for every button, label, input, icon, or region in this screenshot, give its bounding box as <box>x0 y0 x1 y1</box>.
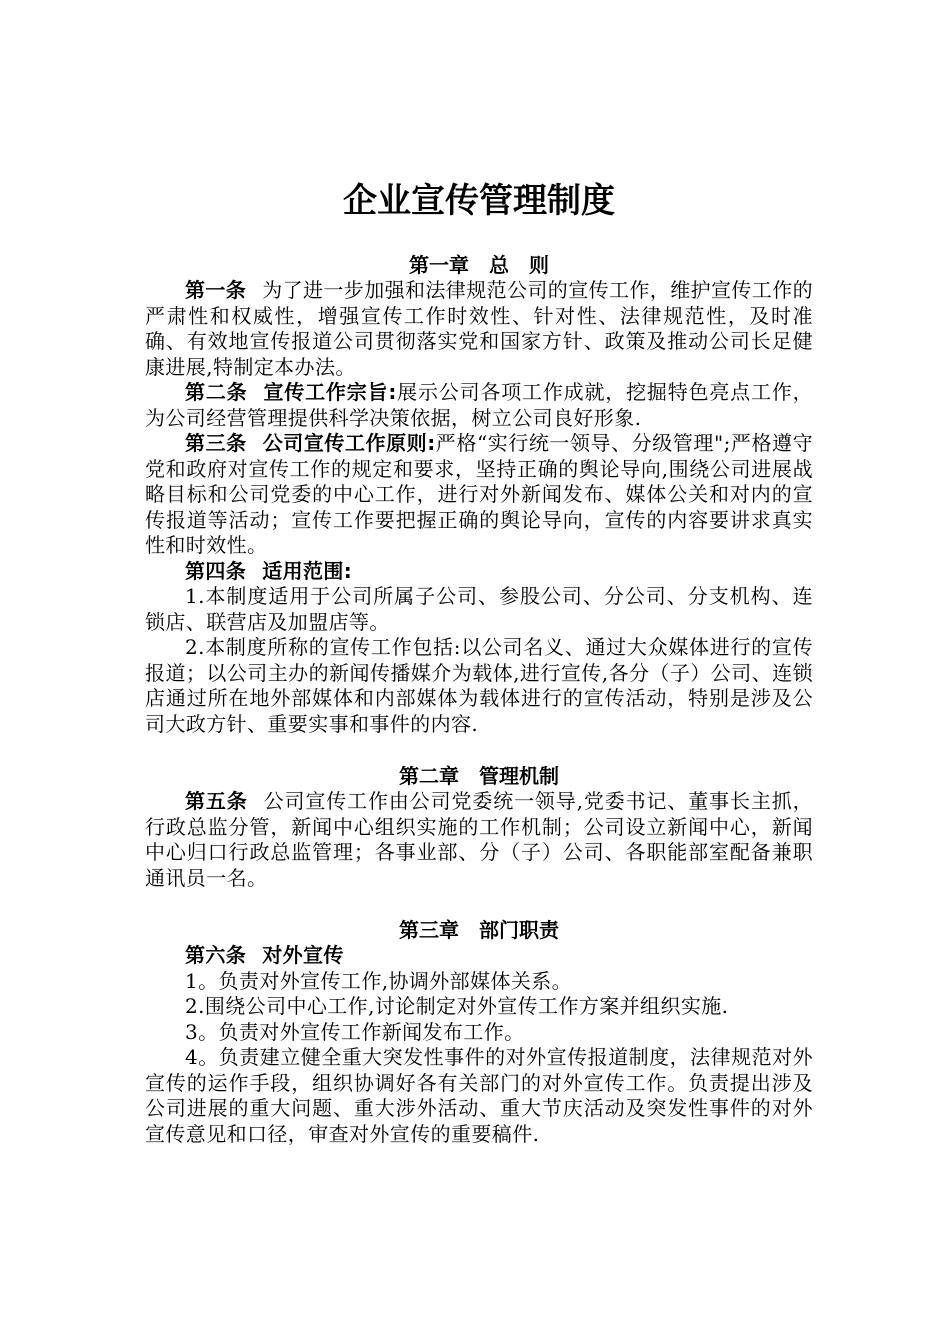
article-1 <box>145 278 813 380</box>
list-item: 1.本制度适用于公司所属子公司、参股公司、分公司、分支机构、连锁店、联营店及加盟店等。 <box>145 584 813 634</box>
article-subtitle: 对外宣传 <box>262 943 344 967</box>
article-4 <box>145 559 813 585</box>
list-item: 2.本制度所称的宣传工作包括:以公司名义、通过大众媒体进行的宣传报道；以公司主办的新闻传播媒介为载体,进行宣传,各分（子）公司、连锁店通过所在地外部媒体和内部媒体为载体进行的宣传活动，特别是涉及公司大政方针、重要实事和事件的内容. <box>145 635 813 736</box>
chapter-heading: 第二章 管理机制 <box>399 764 559 788</box>
article-label: 第三条 <box>185 431 247 455</box>
list-item: 3。负责对外宣传工作新闻发布工作。 <box>185 1019 525 1044</box>
list-item: 1。负责对外宣传工作,协调外部媒体关系。 <box>185 968 573 993</box>
article-label: 第六条 <box>185 943 247 967</box>
article-subtitle: 适用范围: <box>262 558 353 583</box>
article-label: 第一条 <box>185 278 247 302</box>
list-item: 4。负责建立健全重大突发性事件的对外宣传报道制度，法律规范对外宣传的运作手段，组织协调好各有关部门的对外宣传工作。负责提出涉及公司进展的重大问题、重大涉外活动、重大节庆活动及突发性事件的对外宣传意见和口径，审查对外宣传的重要稿件. <box>145 1045 813 1146</box>
article-6 <box>145 943 813 969</box>
chapter-3 <box>145 917 813 1147</box>
document-page <box>145 178 813 1147</box>
article-label: 第五条 <box>185 789 248 813</box>
chapter-heading: 第三章 部门职责 <box>399 918 559 942</box>
chapter-2 <box>145 763 813 891</box>
article-3 <box>145 431 813 559</box>
article-text: 公司宣传工作由公司党委统一领导,党委书记、董事长主抓，行政总监分管，新闻中心组织实施的工作机制；公司设立新闻中心，新闻中心归口行政总监管理；各事业部、分（子）公司、各职能部室配备兼职通讯员一名。 <box>145 789 813 890</box>
article-subtitle: 宣传工作宗旨: <box>263 380 397 404</box>
chapter-1 <box>145 252 813 737</box>
article-subtitle: 公司宣传工作原则: <box>262 431 436 455</box>
article-text: 为了进一步加强和法律规范公司的宣传工作，维护宣传工作的严肃性和权威性，增强宣传工作时效性、针对性、法律规范性，及时准确、有效地宣传报道公司贯彻落实党和国家方针、政策及推动公司长足健康进展,特制定本办法。 <box>145 278 814 379</box>
chapter-heading: 第一章 总 则 <box>409 253 549 277</box>
article-label: 第四条 <box>185 558 247 583</box>
list-item: 2.围绕公司中心工作,讨论制定对外宣传工作方案并组织实施. <box>185 994 729 1018</box>
article-label: 第二条 <box>185 380 248 404</box>
document-title: 企业宣传管理制度 <box>343 181 615 221</box>
article-text: 严格“实行统一领导、分级管理";严格遵守党和政府对宣传工作的规定和要求，坚持正确的舆论导向,围绕公司进展战略目标和公司党委的中心工作，进行对外新闻发布、媒体公关和对内的宣传报道等活动；宣传工作要把握正确的舆论导向，宣传的内容要讲求真实性和时效性。 <box>145 431 813 557</box>
article-2 <box>145 380 813 431</box>
article-5 <box>145 789 813 891</box>
article-text: 展示公司各项工作成就，挖掘特色亮点工作，为公司经营管理提供科学决策依据，树立公司良好形象. <box>145 380 813 430</box>
